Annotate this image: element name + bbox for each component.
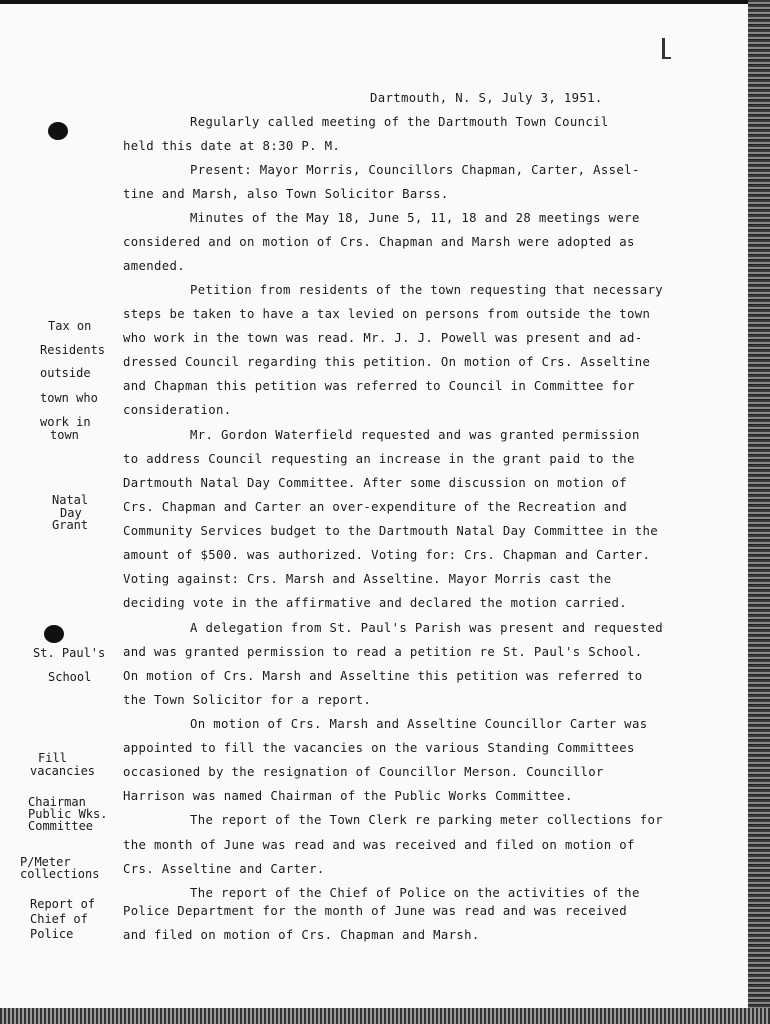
body-line: Voting against: Crs. Marsh and Asseltine. Mayor Morris cast the [123, 572, 612, 586]
corner-mark [662, 38, 665, 58]
body-line: and was granted permission to read a petition re St. Paul's School. [123, 645, 643, 659]
body-line: The report of the Chief of Police on the activities of the [190, 886, 640, 900]
body-line: to address Council requesting an increase in the grant paid to the [123, 452, 635, 466]
body-line: Community Services budget to the Dartmouth Natal Day Committee in the [123, 524, 658, 538]
margin-note: P/Meter [20, 855, 71, 869]
body-line: the Town Solicitor for a report. [123, 693, 372, 707]
body-line: steps be taken to have a tax levied on persons from outside the town [123, 307, 651, 321]
margin-note: Police [30, 927, 74, 941]
margin-note: Grant [52, 518, 89, 532]
body-line: Crs. Asseltine and Carter. [123, 862, 325, 876]
body-line: Mr. Gordon Waterfield requested and was granted permission [190, 428, 640, 442]
margin-note: Tax on [48, 319, 92, 333]
margin-note: work in [40, 415, 91, 429]
margin-note: collections [20, 867, 100, 881]
body-line: A delegation from St. Paul's Parish was present and requested [190, 621, 663, 635]
punch-hole [44, 625, 64, 643]
margin-note: vacancies [30, 764, 96, 778]
margin-note: Chairman [28, 795, 86, 809]
scan-bottom-edge [0, 1008, 770, 1024]
margin-note: outside [40, 366, 91, 380]
margin-note: Day [60, 506, 82, 520]
margin-note: Fill [38, 751, 67, 765]
body-line: deciding vote in the affirmative and declared the motion carried. [123, 596, 627, 610]
margin-note: St. Paul's [33, 646, 106, 660]
body-line: Minutes of the May 18, June 5, 11, 18 and 28 meetings were [190, 211, 640, 225]
body-line: appointed to fill the vacancies on the various Standing Committees [123, 741, 635, 755]
body-line: consideration. [123, 403, 232, 417]
body-line: On motion of Crs. Marsh and Asseltine Councillor Carter was [190, 717, 648, 731]
body-line: occasioned by the resignation of Councillor Merson. Councillor [123, 765, 604, 779]
corner-mark-foot [662, 57, 671, 59]
body-line: Regularly called meeting of the Dartmouth Town Council [190, 115, 609, 129]
body-line: Present: Mayor Morris, Councillors Chapman, Carter, Assel- [190, 163, 640, 177]
margin-note: town who [40, 391, 98, 405]
body-line: considered and on motion of Crs. Chapman and Marsh were adopted as [123, 235, 635, 249]
body-line: the month of June was read and was received and filed on motion of [123, 838, 635, 852]
scan-top-edge [0, 0, 755, 4]
body-line: The report of the Town Clerk re parking meter collections for [190, 813, 663, 827]
body-line: dressed Council regarding this petition. On motion of Crs. Asseltine [123, 355, 651, 369]
margin-note: School [48, 670, 92, 684]
margin-note: Report of [30, 897, 96, 911]
body-line: amended. [123, 259, 186, 273]
body-line: Harrison was named Chairman of the Public Works Committee. [123, 789, 573, 803]
body-line: Petition from residents of the town requesting that necessary [190, 283, 663, 297]
body-line: On motion of Crs. Marsh and Asseltine this petition was referred to [123, 669, 643, 683]
place-date-line: Dartmouth, N. S, July 3, 1951. [370, 91, 603, 105]
margin-note: Natal [52, 493, 89, 507]
margin-note: Public Wks. [28, 807, 108, 821]
body-line: who work in the town was read. Mr. J. J. Powell was present and ad- [123, 331, 643, 345]
margin-note: Committee [28, 819, 94, 833]
body-line: amount of $500. was authorized. Voting for: Crs. Chapman and Carter. [123, 548, 651, 562]
body-line: and filed on motion of Crs. Chapman and Marsh. [123, 928, 480, 942]
body-line: Crs. Chapman and Carter an over-expenditure of the Recreation and [123, 500, 627, 514]
scan-right-edge [748, 0, 770, 1024]
body-line: and Chapman this petition was referred to Council in Committee for [123, 379, 635, 393]
margin-note: Chief of [30, 912, 88, 926]
margin-note: Residents [40, 343, 106, 357]
body-line: Dartmouth Natal Day Committee. After some discussion on motion of [123, 476, 627, 490]
margin-note: town [50, 428, 79, 442]
body-line: Police Department for the month of June was read and was received [123, 904, 627, 918]
punch-hole [48, 122, 68, 140]
body-line: tine and Marsh, also Town Solicitor Barss. [123, 187, 449, 201]
body-line: held this date at 8:30 P. M. [123, 139, 341, 153]
